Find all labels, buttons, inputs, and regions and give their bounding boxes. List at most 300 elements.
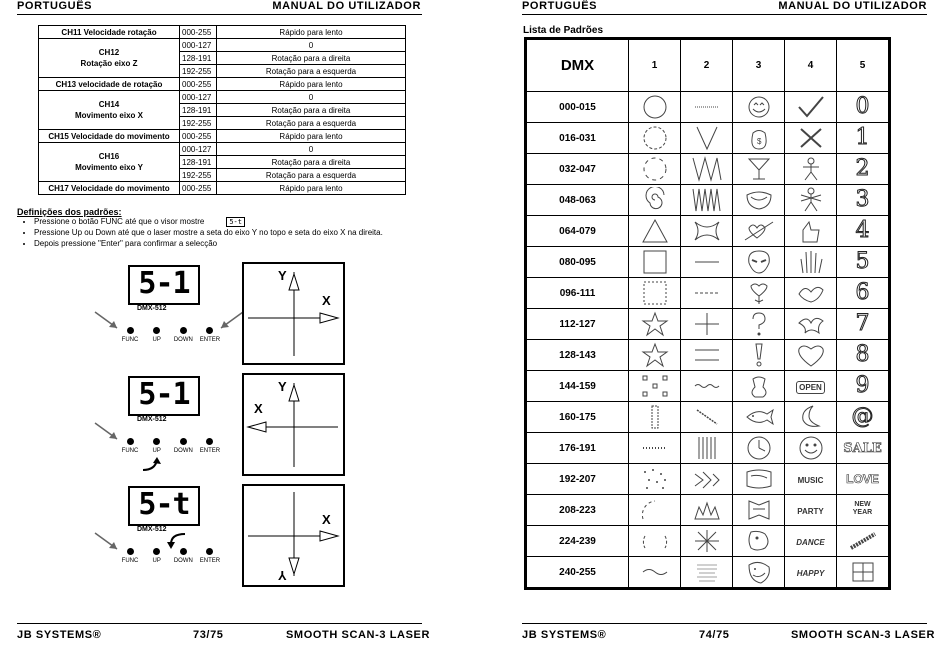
- pattern-cell: [785, 123, 837, 154]
- dashed-square-pattern-icon: [637, 280, 673, 306]
- music-text-pattern: MUSIC: [797, 476, 824, 485]
- pattern-cell: [733, 278, 785, 309]
- digit-pattern: 0: [855, 94, 870, 119]
- definition-step-3: • Depois pressione "Enter" para confirmar a selecção: [34, 238, 454, 249]
- checkmark-pattern-icon: [793, 94, 829, 120]
- pattern-cell: [681, 154, 733, 185]
- svg-text:$: $: [756, 137, 761, 146]
- pattern-cell: [837, 402, 890, 433]
- digit-pattern: 9: [855, 373, 870, 398]
- dashed-line-pattern-icon: [689, 280, 725, 306]
- channel-range: 128-191: [180, 104, 217, 117]
- dmx-range: 224-239: [526, 526, 629, 557]
- exclamation-pattern-icon: [741, 342, 777, 368]
- channel-range: 000-255: [180, 182, 217, 195]
- new-year-text-pattern: [853, 501, 872, 517]
- zigzag-pattern-icon: [689, 187, 725, 213]
- pattern-cell: [837, 309, 890, 340]
- pattern-cell: [785, 402, 837, 433]
- footer-product: SMOOTH SCAN-3 LASER: [286, 629, 431, 641]
- up-button-3[interactable]: [144, 548, 170, 564]
- pattern-row: [526, 495, 890, 526]
- pattern-cell: [837, 433, 890, 464]
- channel-function: Rotação para a esquerda: [217, 65, 406, 78]
- love-text-pattern: LOVE: [846, 472, 879, 486]
- pattern-cell: [629, 123, 681, 154]
- pattern-cell: [785, 371, 837, 402]
- bar-pattern-icon: [637, 404, 673, 430]
- pattern-cell: [629, 371, 681, 402]
- pattern-cell: [681, 309, 733, 340]
- channel-function: Rotação para a esquerda: [217, 117, 406, 130]
- footer-rule: [522, 623, 927, 624]
- pattern-cell: [837, 526, 890, 557]
- dmx-header: DMX: [526, 39, 629, 92]
- channel-range: 000-255: [180, 78, 217, 91]
- pattern-cell: [629, 340, 681, 371]
- pattern-cell: [733, 464, 785, 495]
- func-label: FUNC: [121, 558, 139, 564]
- pattern-cell: [629, 309, 681, 340]
- pattern-cell: [681, 402, 733, 433]
- pattern-cell: [837, 185, 890, 216]
- question-mark-pattern-icon: [741, 311, 777, 337]
- channel-function: Rotação para a direita: [217, 156, 406, 169]
- pattern-row: [526, 464, 890, 495]
- curved-arrow-up-icon: [141, 456, 163, 474]
- pattern-cell: [837, 123, 890, 154]
- dmx-range: 000-015: [526, 92, 629, 123]
- channel-function: Rotação para a direita: [217, 52, 406, 65]
- dmx-range: 176-191: [526, 433, 629, 464]
- lcd-display-1: 5-1: [128, 265, 200, 305]
- pattern-cell: [733, 185, 785, 216]
- pattern-cell: [681, 185, 733, 216]
- down-button-3[interactable]: [170, 548, 196, 564]
- dmx-range: 144-159: [526, 371, 629, 402]
- pattern-cell: [837, 340, 890, 371]
- cross-pattern-icon: [689, 311, 725, 337]
- arc-pattern-icon: [637, 497, 673, 523]
- channel-row: [39, 143, 406, 156]
- digit-pattern: 5: [855, 249, 870, 274]
- channel-function: Rápido para lento: [217, 182, 406, 195]
- clock-pattern-icon: [741, 435, 777, 461]
- y-axis-label-3: Y: [278, 568, 287, 583]
- definitions-list: [17, 216, 454, 249]
- wave-pattern-icon: [689, 373, 725, 399]
- pattern-cell: [629, 92, 681, 123]
- digit-pattern: 7: [855, 311, 870, 336]
- control-panel-1: [123, 265, 253, 365]
- channel-range: 128-191: [180, 156, 217, 169]
- x-axis-label-1: X: [322, 293, 331, 308]
- channel-function: 0: [217, 39, 406, 52]
- up-label: UP: [152, 558, 161, 564]
- channel-name: CH13 velocidade de rotação: [39, 78, 180, 91]
- channel-name: CH11 Velocidade rotação: [39, 26, 180, 39]
- stick-figure-pattern-icon: [793, 156, 829, 182]
- pattern-cell: [629, 278, 681, 309]
- star-outline-pattern-icon: [637, 311, 673, 337]
- channel-row: [39, 182, 406, 195]
- pattern-cell: [785, 433, 837, 464]
- enter-button-2[interactable]: [197, 438, 223, 454]
- new-text: NEW: [854, 501, 871, 508]
- pumpkin-pattern-icon: [741, 94, 777, 120]
- channel-range: 000-127: [180, 143, 217, 156]
- swirl-lines-pattern-icon: [689, 559, 725, 585]
- channel-row: [39, 78, 406, 91]
- header-manual: MANUAL DO UTILIZADOR: [272, 0, 421, 12]
- y-axis-label-1: Y: [278, 268, 287, 283]
- heart-arrow-pattern-icon: [741, 218, 777, 244]
- pattern-cell: [837, 154, 890, 185]
- header-rule: [17, 14, 422, 15]
- channel-function: Rotação para a direita: [217, 104, 406, 117]
- moon-pattern-icon: [793, 404, 829, 430]
- y-axis-label-2: Y: [278, 379, 287, 394]
- dmx-range: 128-143: [526, 340, 629, 371]
- dmx-range: 160-175: [526, 402, 629, 433]
- down-label: DOWN: [173, 558, 193, 564]
- pattern-row: [526, 92, 890, 123]
- down-label: DOWN: [173, 337, 193, 343]
- grid-pattern-icon: [845, 559, 881, 585]
- enter-label: ENTER: [199, 558, 221, 564]
- up-button-2[interactable]: [144, 438, 170, 454]
- pattern-row: [526, 216, 890, 247]
- smiley-pattern-icon: [793, 435, 829, 461]
- lcd-display-3: 5-t: [128, 486, 200, 526]
- channel-range: 192-255: [180, 169, 217, 182]
- thumbs-up-pattern-icon: [793, 218, 829, 244]
- axis-diagram-1: [242, 262, 345, 365]
- channel-name: CH12 Rotação eixo Z: [39, 39, 180, 78]
- pattern-cell: [733, 216, 785, 247]
- footer-rule: [17, 623, 422, 624]
- dashed-circle-pattern-icon: [637, 125, 673, 151]
- channel-row: [39, 39, 406, 52]
- channel-range: 000-255: [180, 26, 217, 39]
- pattern-cell: [681, 216, 733, 247]
- digit-pattern: 4: [855, 218, 870, 243]
- asterisk-pattern-icon: [689, 528, 725, 554]
- up-button-1[interactable]: [144, 327, 170, 343]
- definition-step-1-text: Pressione o botão FUNC até que o visor mostre: [34, 217, 205, 226]
- definition-step-1: [34, 216, 454, 227]
- channel-range: 192-255: [180, 65, 217, 78]
- channel-function: Rápido para lento: [217, 26, 406, 39]
- pattern-cell: [785, 278, 837, 309]
- pattern-cell: [785, 464, 837, 495]
- digit-pattern: 6: [855, 280, 870, 305]
- pattern-row: [526, 557, 890, 589]
- w-pattern-icon: [689, 156, 725, 182]
- diagonal-pattern-icon: [689, 404, 725, 430]
- digit-pattern: @: [851, 404, 874, 429]
- enter-button-3[interactable]: [197, 548, 223, 564]
- pattern-cell: [837, 92, 890, 123]
- pattern-list-title: Lista de Padrões: [523, 25, 604, 36]
- dots-line-pattern-icon: [637, 435, 673, 461]
- channel-name: CH17 Velocidade do movimento: [39, 182, 180, 195]
- channel-function: 0: [217, 143, 406, 156]
- channel-row: [39, 26, 406, 39]
- pattern-cell: [837, 278, 890, 309]
- pattern-row: [526, 371, 890, 402]
- pattern-cell: [837, 216, 890, 247]
- pattern-cell: [733, 526, 785, 557]
- arrow-func-icon: [93, 310, 123, 332]
- pattern-cell: [629, 526, 681, 557]
- flower-pattern-icon: [741, 280, 777, 306]
- party-text-pattern: PARTY: [797, 507, 824, 516]
- double-line-pattern-icon: [689, 342, 725, 368]
- pattern-cell: [785, 247, 837, 278]
- pattern-cell: [629, 557, 681, 589]
- channel-function: Rápido para lento: [217, 130, 406, 143]
- hand-pattern-icon: [793, 249, 829, 275]
- pattern-cell: [681, 278, 733, 309]
- up-label: UP: [152, 337, 161, 343]
- year-text: YEAR: [852, 509, 873, 516]
- pattern-cell: [733, 247, 785, 278]
- pattern-column-header: 1: [629, 39, 681, 92]
- pattern-column-header: 2: [681, 39, 733, 92]
- down-button-1[interactable]: [170, 327, 196, 343]
- pattern-cell: [785, 309, 837, 340]
- pattern-cell: [785, 154, 837, 185]
- pattern-cell: [733, 433, 785, 464]
- pattern-row: [526, 433, 890, 464]
- dmx-range: 048-063: [526, 185, 629, 216]
- inline-display: 5-t: [226, 217, 245, 227]
- pattern-row: [526, 402, 890, 433]
- lcd-display-2: 5-1: [128, 376, 200, 416]
- heart-pattern-icon: [793, 342, 829, 368]
- car-pattern-icon: [741, 466, 777, 492]
- square-pattern-icon: [637, 249, 673, 275]
- bowtie-pattern-icon: [689, 218, 725, 244]
- pattern-cell: [629, 154, 681, 185]
- pattern-row: [526, 247, 890, 278]
- pattern-cell: [785, 557, 837, 589]
- pattern-cell: [837, 557, 890, 589]
- alien-pattern-icon: [741, 249, 777, 275]
- v-pattern-icon: [689, 125, 725, 151]
- pattern-row: [526, 309, 890, 340]
- definition-step-2: • Pressione Up ou Down até que o laser mostre a seta do eixo Y no topo e seta do eixo X na direita.: [34, 227, 454, 238]
- model-label-3: DMX-512: [137, 526, 167, 533]
- header-language: PORTUGUÊS: [17, 0, 93, 12]
- pattern-cell: [785, 340, 837, 371]
- arrow-func-icon: [93, 531, 123, 553]
- channel-name: CH14 Movimento eixo X: [39, 91, 180, 130]
- enter-label: ENTER: [199, 337, 221, 343]
- pattern-row: [526, 185, 890, 216]
- header-language: PORTUGUÊS: [522, 0, 598, 12]
- pattern-cell: [629, 185, 681, 216]
- dancer-pattern-icon: [793, 187, 829, 213]
- footer-product: SMOOTH SCAN-3 LASER: [791, 629, 936, 641]
- broken-circle-pattern-icon: [637, 156, 673, 182]
- pattern-cell: [681, 526, 733, 557]
- dmx-range: 240-255: [526, 557, 629, 589]
- x-axis-label-2: X: [254, 401, 263, 416]
- pattern-cell: [733, 371, 785, 402]
- pattern-row: [526, 526, 890, 557]
- circle-pattern-icon: [637, 94, 673, 120]
- pattern-cell: [785, 526, 837, 557]
- pattern-cell: [629, 433, 681, 464]
- pattern-cell: [629, 247, 681, 278]
- pattern-row: [526, 154, 890, 185]
- pattern-cell: [837, 495, 890, 526]
- lips-pattern-icon: [741, 187, 777, 213]
- pattern-cell: [733, 557, 785, 589]
- dmx-range: 208-223: [526, 495, 629, 526]
- dmx-range: 064-079: [526, 216, 629, 247]
- pattern-row: [526, 340, 890, 371]
- pattern-cell: [785, 495, 837, 526]
- pattern-column-header: 4: [785, 39, 837, 92]
- pattern-cell: [733, 340, 785, 371]
- brackets-pattern-icon: [637, 528, 673, 554]
- burst-pattern-icon: [689, 497, 725, 523]
- dotted-line-pattern-icon: [689, 94, 725, 120]
- arrow-enter-icon: [215, 310, 245, 332]
- pattern-cell: [681, 433, 733, 464]
- header-rule: [522, 14, 927, 15]
- enter-label: ENTER: [199, 448, 221, 454]
- model-label-1: DMX-512: [137, 305, 167, 312]
- pattern-cell: [837, 464, 890, 495]
- footer-page: 74/75: [699, 629, 730, 641]
- header-manual: MANUAL DO UTILIZADOR: [778, 0, 927, 12]
- digit-pattern: 2: [855, 156, 870, 181]
- footer-brand: JB SYSTEMS®: [17, 629, 102, 641]
- spiral-pattern-icon: [637, 187, 673, 213]
- pattern-cell: [681, 557, 733, 589]
- pattern-cell: [733, 402, 785, 433]
- pattern-column-header: 3: [733, 39, 785, 92]
- pattern-cell: [681, 371, 733, 402]
- sale-text-pattern: SALE: [843, 441, 882, 456]
- up-label: UP: [152, 448, 161, 454]
- pattern-cell: [681, 247, 733, 278]
- star-pattern-icon: [637, 342, 673, 368]
- pattern-row: [526, 123, 890, 154]
- pattern-cell: [733, 309, 785, 340]
- line-pattern-icon: [689, 249, 725, 275]
- digit-pattern: 1: [855, 125, 870, 150]
- pattern-cell: [785, 216, 837, 247]
- footer-page: 73/75: [193, 629, 224, 641]
- dmx-range: 112-127: [526, 309, 629, 340]
- channel-name: CH15 Velocidade do movimento: [39, 130, 180, 143]
- definitions-title: Definições dos padrões:: [17, 207, 122, 217]
- channel-table: [38, 25, 406, 195]
- pattern-cell: [837, 247, 890, 278]
- model-label-2: DMX-512: [137, 416, 167, 423]
- scatter-dots-pattern-icon: [637, 466, 673, 492]
- pattern-cell: [681, 92, 733, 123]
- pattern-cell: [629, 495, 681, 526]
- vase-pattern-icon: [741, 373, 777, 399]
- pattern-cell: [733, 123, 785, 154]
- pattern-cell: [681, 340, 733, 371]
- digit-pattern: 8: [855, 342, 870, 367]
- control-panel-2: [123, 376, 253, 476]
- dmx-range: 032-047: [526, 154, 629, 185]
- pattern-row: [526, 278, 890, 309]
- dmx-range: 192-207: [526, 464, 629, 495]
- right-page: [475, 0, 950, 654]
- pattern-cell: [629, 402, 681, 433]
- dance-text-pattern: DANCE: [796, 538, 825, 547]
- happy-text-pattern: HAPPY: [796, 569, 825, 578]
- arrows-pattern-icon: [689, 466, 725, 492]
- pattern-table: [524, 37, 891, 590]
- pattern-cell: [629, 464, 681, 495]
- x-axis-label-3: X: [322, 512, 331, 527]
- head-pattern-icon: [741, 559, 777, 585]
- func-label: FUNC: [121, 448, 139, 454]
- axis-diagram-3: [242, 484, 345, 587]
- money-bag-pattern-icon: [741, 125, 777, 151]
- pattern-cell: [681, 464, 733, 495]
- axis-diagram-2: [242, 373, 345, 476]
- digit-pattern: 3: [855, 187, 870, 212]
- vertical-lines-pattern-icon: [689, 435, 725, 461]
- dmx-range: 096-111: [526, 278, 629, 309]
- pattern-column-header: 5: [837, 39, 890, 92]
- pattern-cell: [629, 216, 681, 247]
- shooting-star-pattern-icon: [845, 528, 881, 554]
- channel-range: 000-127: [180, 39, 217, 52]
- down-button-2[interactable]: [170, 438, 196, 454]
- channel-range: 128-191: [180, 52, 217, 65]
- control-panel-3: [123, 486, 253, 586]
- arrow-func-icon: [93, 421, 123, 443]
- channel-range: 000-255: [180, 130, 217, 143]
- pattern-cell: [733, 495, 785, 526]
- fish-pattern-icon: [741, 404, 777, 430]
- channel-name: CH16 Movimento eixo Y: [39, 143, 180, 182]
- pattern-cell: [681, 123, 733, 154]
- down-label: DOWN: [173, 448, 193, 454]
- x-pattern-icon: [793, 125, 829, 151]
- pattern-header-row: [526, 39, 890, 92]
- dots-square-pattern-icon: [637, 373, 673, 399]
- channel-range: 192-255: [180, 117, 217, 130]
- func-label: FUNC: [121, 337, 139, 343]
- triangle-pattern-icon: [637, 218, 673, 244]
- cocktail-pattern-icon: [741, 156, 777, 182]
- footer-brand: JB SYSTEMS®: [522, 629, 607, 641]
- face-pattern-icon: [741, 528, 777, 554]
- pattern-cell: [733, 92, 785, 123]
- bird-pattern-icon: [793, 311, 829, 337]
- pattern-cell: [785, 185, 837, 216]
- channel-function: 0: [217, 91, 406, 104]
- pattern-cell: [733, 154, 785, 185]
- curve-pattern-icon: [637, 559, 673, 585]
- pattern-cell: [837, 371, 890, 402]
- channel-function: Rápido para lento: [217, 78, 406, 91]
- dmx-range: 016-031: [526, 123, 629, 154]
